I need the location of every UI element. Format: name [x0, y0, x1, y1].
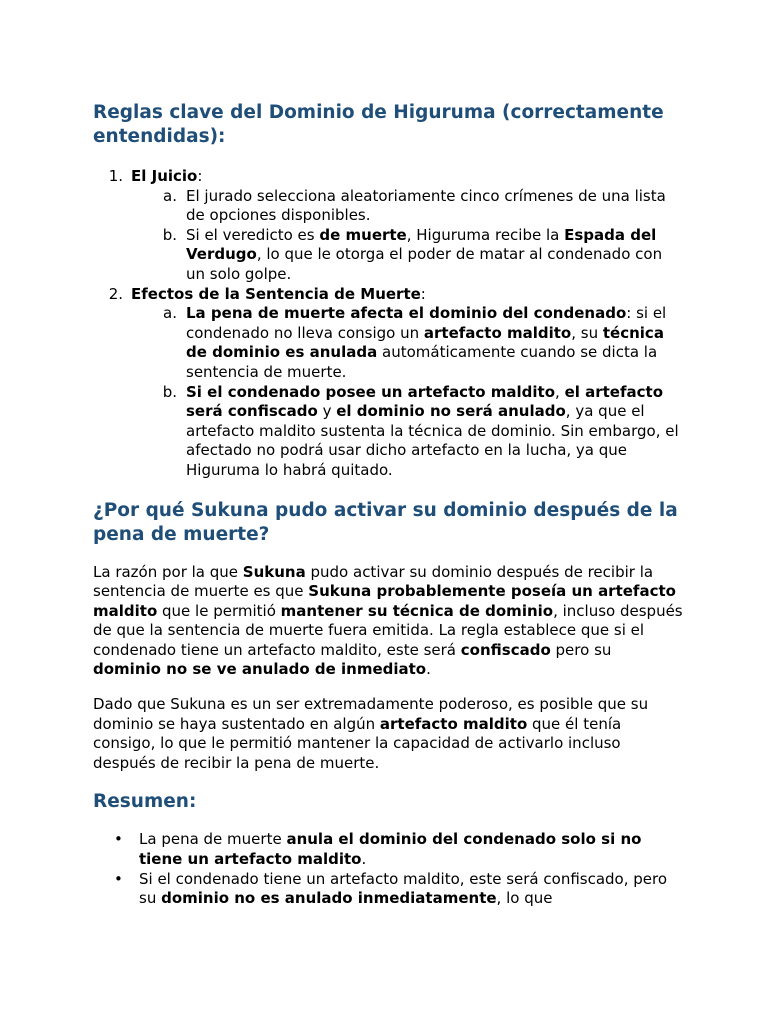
subitem-marker: b.	[162, 382, 177, 401]
paragraph-explanation	[93, 695, 683, 773]
rule-title-suffix: :	[197, 167, 203, 185]
text-run: : si el condenado no lleva consigo un	[186, 304, 667, 342]
summary-list	[93, 830, 683, 908]
rule-subitem	[139, 226, 683, 285]
paragraph-reason	[93, 563, 683, 681]
summary-item-text	[139, 870, 683, 909]
text-run: , su	[571, 323, 603, 342]
rule-item	[93, 285, 683, 481]
bold-text-run: Espada del Verdugo	[186, 225, 657, 264]
subitem-text	[186, 226, 683, 285]
section-heading-sukuna: ¿Por qué Sukuna pudo activar su dominio después de la pena de muerte?	[93, 499, 678, 545]
section-heading-summary: Resumen:	[93, 791, 197, 813]
text-run: automáticamente cuando se dicta la sentencia de muerte.	[186, 343, 658, 381]
rule-number: 2.	[108, 284, 123, 303]
rule-title: Efectos de la Sentencia de Muerte	[131, 284, 421, 303]
rule-number: 1.	[108, 167, 123, 185]
text-run: pero su	[550, 640, 612, 659]
text-run: Si el veredicto es	[186, 225, 320, 244]
text-run: y	[317, 402, 337, 421]
subitem-text	[186, 304, 683, 382]
subitem-marker: a.	[163, 304, 177, 323]
bold-text-run: dominio no es anulado inmediatamente	[161, 889, 497, 908]
rule-item	[93, 167, 683, 285]
bold-text-run: el dominio no será anulado	[336, 402, 566, 421]
rule-subitem	[139, 304, 683, 382]
text-run: Dado que Sukuna es un ser extremadamente poderoso, es posible que su dominio se haya sustentado en algún	[93, 695, 649, 733]
bold-text-run: mantener su técnica de dominio	[280, 601, 554, 620]
section-heading-rules: Reglas clave del Dominio de Higuruma (correctamente entendidas):	[93, 102, 664, 147]
subitem-text	[186, 187, 683, 226]
bullet-marker: •	[114, 830, 123, 849]
summary-item-text	[139, 830, 683, 869]
text-run: .	[426, 660, 431, 679]
text-run: La pena de muerte	[139, 830, 287, 849]
text-run: ,	[555, 382, 565, 401]
bold-text-run: artefacto maldito	[379, 714, 528, 733]
bold-text-run: Sukuna probablemente poseía un artefacto maldito	[93, 582, 676, 620]
rule-title-suffix: :	[420, 284, 426, 303]
bold-text-run: artefacto maldito	[423, 323, 572, 342]
bullet-marker: •	[114, 869, 123, 888]
rules-list	[93, 167, 683, 481]
bold-text-run: Si el condenado posee un artefacto maldito	[186, 382, 556, 401]
subitem-text	[186, 383, 683, 481]
text-run: , Higuruma recibe la	[406, 225, 565, 244]
bold-text-run: el artefacto será confiscado	[186, 382, 663, 421]
subitem-marker: b.	[162, 225, 177, 244]
bold-text-run: técnica de dominio es anulada	[186, 323, 664, 362]
bold-text-run: confiscado	[460, 640, 551, 659]
rule-subitem	[139, 383, 683, 481]
bold-text-run: La pena de muerte afecta el dominio del condenado	[186, 304, 627, 323]
text-run: La razón por la que	[93, 562, 243, 581]
text-run: , lo que	[496, 889, 553, 908]
subitem-marker: a.	[163, 186, 177, 205]
rule-subitem	[139, 187, 683, 226]
bold-text-run: Sukuna	[242, 562, 306, 581]
text-run: que le permitió	[157, 601, 281, 620]
text-run: .	[361, 850, 367, 869]
summary-item	[93, 830, 683, 869]
text-run: que él tenía consigo, lo que le permitió mantener la capacidad de activarlo incluso después de recibir la pena de muerte.	[93, 714, 622, 772]
text-run: El jurado selecciona aleatoriamente cinco crímenes de una lista de opciones disponibles.	[186, 186, 666, 225]
bold-text-run: dominio no se ve anulado de inmediato	[93, 660, 427, 679]
bold-text-run: de muerte	[319, 225, 407, 244]
text-run: , incluso después de que la sentencia de muerte fuera emitida. La regla establece que si el condenado tiene un artefacto maldito, este será	[93, 601, 683, 659]
text-run: , ya que el artefacto maldito sustenta la técnica de dominio. Sin embargo, el afectado no podrá usar dicho artefacto en la lucha, ya que Higuruma lo habrá quitado.	[186, 402, 679, 479]
rule-title: El Juicio	[131, 167, 198, 185]
summary-item	[93, 870, 683, 909]
text-run: , lo que le otorga el poder de matar al condenado con un solo golpe.	[186, 245, 663, 283]
text-run: Si el condenado tiene un artefacto maldito, este será confiscado, pero su	[139, 869, 668, 908]
document-body	[93, 101, 683, 909]
text-run: pudo activar su dominio después de recibir la sentencia de muerte es que	[93, 562, 654, 601]
bold-text-run: anula el dominio del condenado solo si no tiene un artefacto maldito	[139, 830, 642, 869]
